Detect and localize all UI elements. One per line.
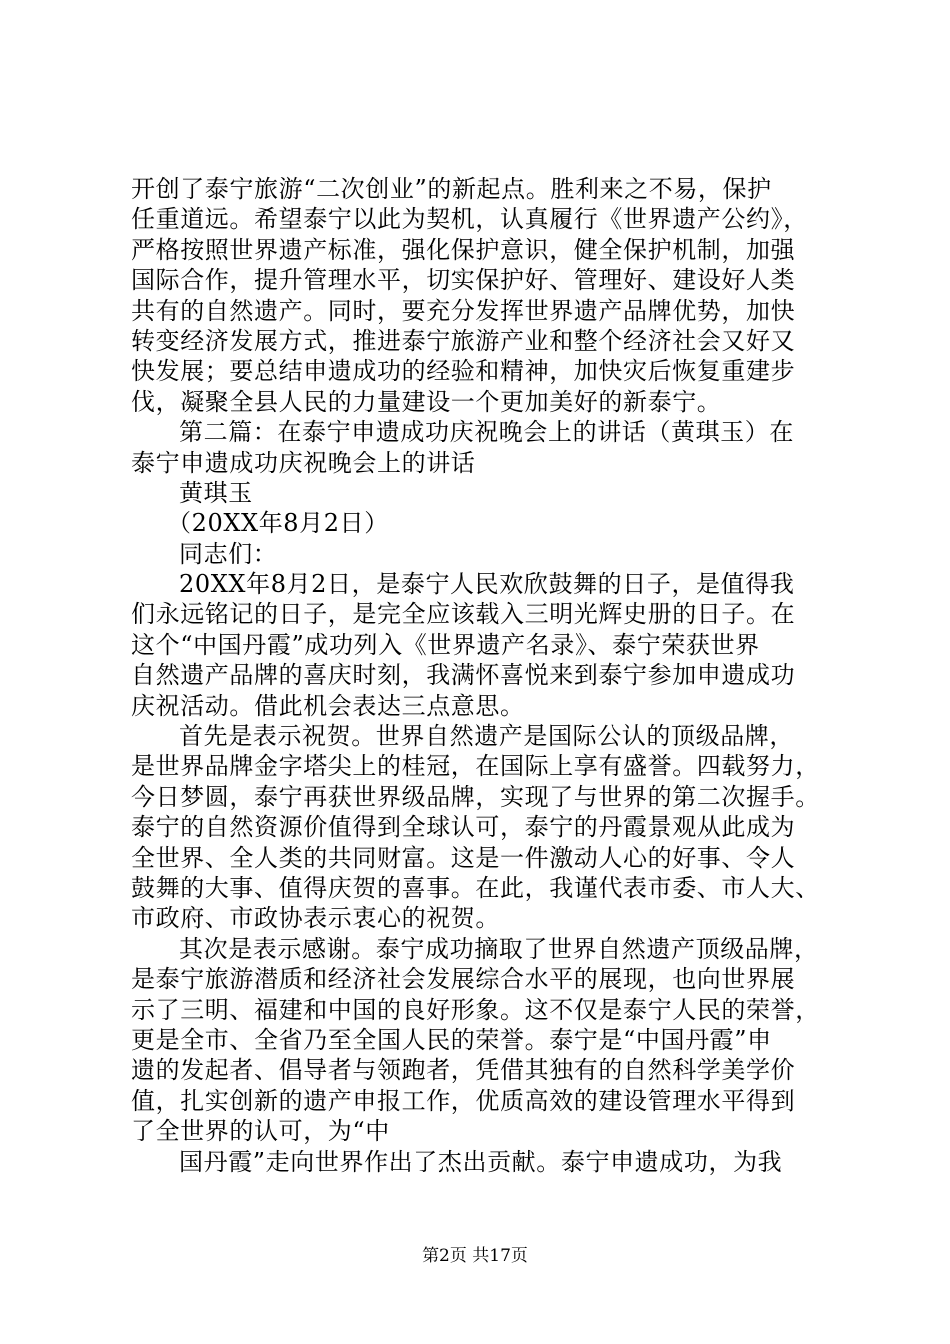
text-line: 共有的自然遗产。同时，要充分发挥世界遗产品牌优势，加快 [131,296,796,325]
text-line: 任重道远。希望泰宁以此为契机，认真履行《世界遗产公约》， [131,205,808,234]
text-line: 快发展；要总结申遗成功的经验和精神，加快灾后恢复重建步 [131,357,796,386]
text-line: 其次是表示感谢。泰宁成功摘取了世界自然遗产顶级品牌， [179,934,819,963]
section-heading-continued: 泰宁申遗成功庆祝晚会上的讲话 [131,448,476,477]
text-line: 更是全市、全省乃至全国人民的荣誉。泰宁是“中国丹霞”申 [131,1025,772,1054]
speaker-name: 黄琪玉 [179,478,253,507]
body-text [131,174,831,1177]
salutation: 同志们： [179,539,278,568]
text-line: 这个“中国丹霞”成功列入《世界遗产名录》、泰宁荣获世界 [131,630,760,659]
text-line: 市政府、市政协表示衷心的祝贺。 [131,904,500,933]
text-line: 了全世界的认可，为“中 [131,1117,390,1146]
text-line: 鼓舞的大事、值得庆贺的喜事。在此，我谨代表市委、市人大、 [131,873,820,902]
text-line: 转变经济发展方式，推进泰宁旅游产业和整个经济社会又好又 [131,326,796,355]
page-number-footer: 第2页 共17页 [422,1246,528,1266]
text-line: 国丹霞”走向世界作出了杰出贡献。泰宁申遗成功，为我 [179,1147,783,1176]
text-line: 是泰宁旅游潜质和经济社会发展综合水平的展现，也向世界展 [131,965,796,994]
text-line: 首先是表示祝贺。世界自然遗产是国际公认的顶级品牌， [179,722,794,751]
text-line: 遗的发起者、倡导者与领跑者，凭借其独有的自然科学美学价 [131,1056,796,1085]
text-line: 20XX年8月2日，是泰宁人民欢欣鼓舞的日子，是值得我 [179,570,795,599]
text-line: 全世界、全人类的共同财富。这是一件激动人心的好事、令人 [131,843,796,872]
text-line: 自然遗产品牌的喜庆时刻，我满怀喜悦来到泰宁参加申遗成功 [131,661,796,690]
text-line: 泰宁的自然资源价值得到全球认可，泰宁的丹霞景观从此成为 [131,813,796,842]
text-line: 值，扎实创新的遗产申报工作，优质高效的建设管理水平得到 [131,1086,796,1115]
section-heading: 第二篇：在泰宁申遗成功庆祝晚会上的讲话（黄琪玉）在 [179,418,794,447]
text-line: 是世界品牌金字塔尖上的桂冠，在国际上享有盛誉。四载努力， [131,752,820,781]
text-line: 示了三明、福建和中国的良好形象。这不仅是泰宁人民的荣誉， [131,995,820,1024]
speech-date: （20XX年8月2日） [167,509,389,538]
text-line: 今日梦圆，泰宁再获世界级品牌，实现了与世界的第二次握手。 [131,782,820,811]
text-line: 伐，凝聚全县人民的力量建设一个更加美好的新泰宁。 [131,387,722,416]
text-line: 们永远铭记的日子，是完全应该载入三明光辉史册的日子。在 [131,600,796,629]
text-line: 国际合作，提升管理水平，切实保护好、管理好、建设好人类 [131,266,796,295]
text-line: 严格按照世界遗产标准，强化保护意识，健全保护机制，加强 [131,235,796,264]
text-line: 庆祝活动。借此机会表达三点意思。 [131,691,525,720]
text-line: 开创了泰宁旅游“二次创业”的新起点。胜利来之不易，保护 [131,175,772,203]
